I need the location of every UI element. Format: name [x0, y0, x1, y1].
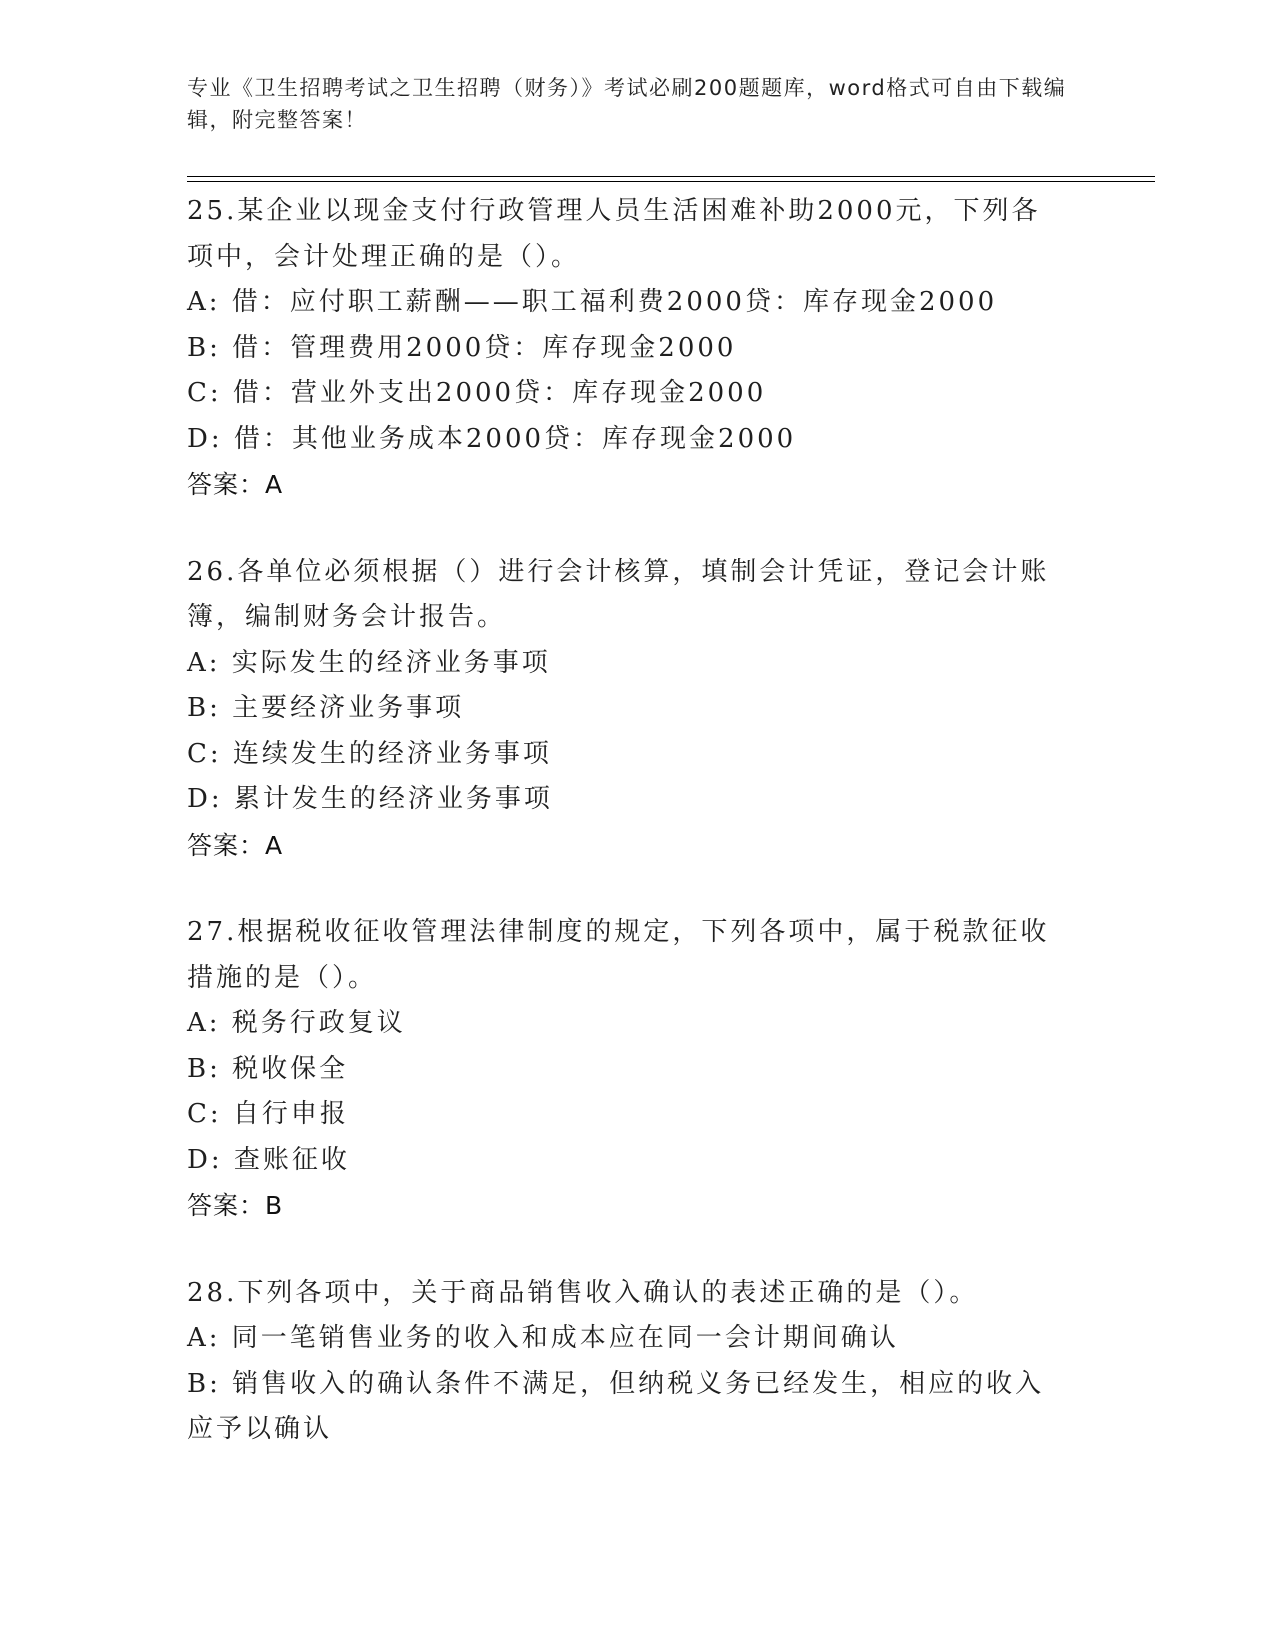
document-header: 专业《卫生招聘考试之卫生招聘（财务）》考试必刷200题题库，word格式可自由下载编辑，附完整答案！ [187, 76, 1067, 132]
question-stem: 28.下列各项中，关于商品销售收入确认的表述正确的是（）。 [187, 1277, 979, 1308]
answer-text: 答案：B [187, 1191, 284, 1220]
header-divider-bottom [187, 181, 1155, 182]
option-c: C: 连续发生的经济业务事项 [187, 738, 552, 769]
option-a: A: 同一笔销售业务的收入和成本应在同一会计期间确认 [187, 1323, 899, 1353]
option-b: B: 借：管理费用2000贷：库存现金2000 [187, 332, 737, 363]
question-list [187, 189, 1087, 1495]
question-stem: 27.根据税收征收管理法律制度的规定，下列各项中，属于税款征收措施的是（）。 [187, 917, 1050, 993]
option-d: D: 查账征收 [187, 1144, 350, 1175]
option-a: A: 实际发生的经济业务事项 [187, 647, 551, 678]
option-d: D: 借：其他业务成本2000贷：库存现金2000 [187, 423, 797, 454]
option-a: A: 借：应付职工薪酬——职工福利费2000贷：库存现金2000 [187, 287, 998, 317]
option-c: C: 自行申报 [187, 1099, 349, 1129]
answer-text: 答案：A [187, 830, 284, 860]
answer-text: 答案：A [187, 470, 284, 499]
question-26 [187, 550, 1087, 869]
option-b: B: 销售收入的确认条件不满足，但纳税义务已经发生，相应的收入应予以确认 [187, 1368, 1045, 1444]
option-d: D: 累计发生的经济业务事项 [187, 784, 553, 814]
option-b: B: 税收保全 [187, 1053, 349, 1084]
question-stem: 25.某企业以现金支付行政管理人员生活困难补助2000元，下列各项中，会计处理正确的是（）。 [187, 196, 1041, 272]
question-27 [187, 910, 1087, 1229]
option-b: B: 主要经济业务事项 [187, 693, 465, 723]
question-28 [187, 1271, 1087, 1453]
header-divider-top [187, 176, 1155, 177]
question-25 [187, 189, 1087, 508]
option-a: A: 税务行政复议 [187, 1008, 406, 1038]
option-c: C: 借：营业外支出2000贷：库存现金2000 [187, 378, 767, 408]
question-stem: 26.各单位必须根据（）进行会计核算，填制会计凭证，登记会计账簿，编制财务会计报告。 [187, 556, 1050, 632]
